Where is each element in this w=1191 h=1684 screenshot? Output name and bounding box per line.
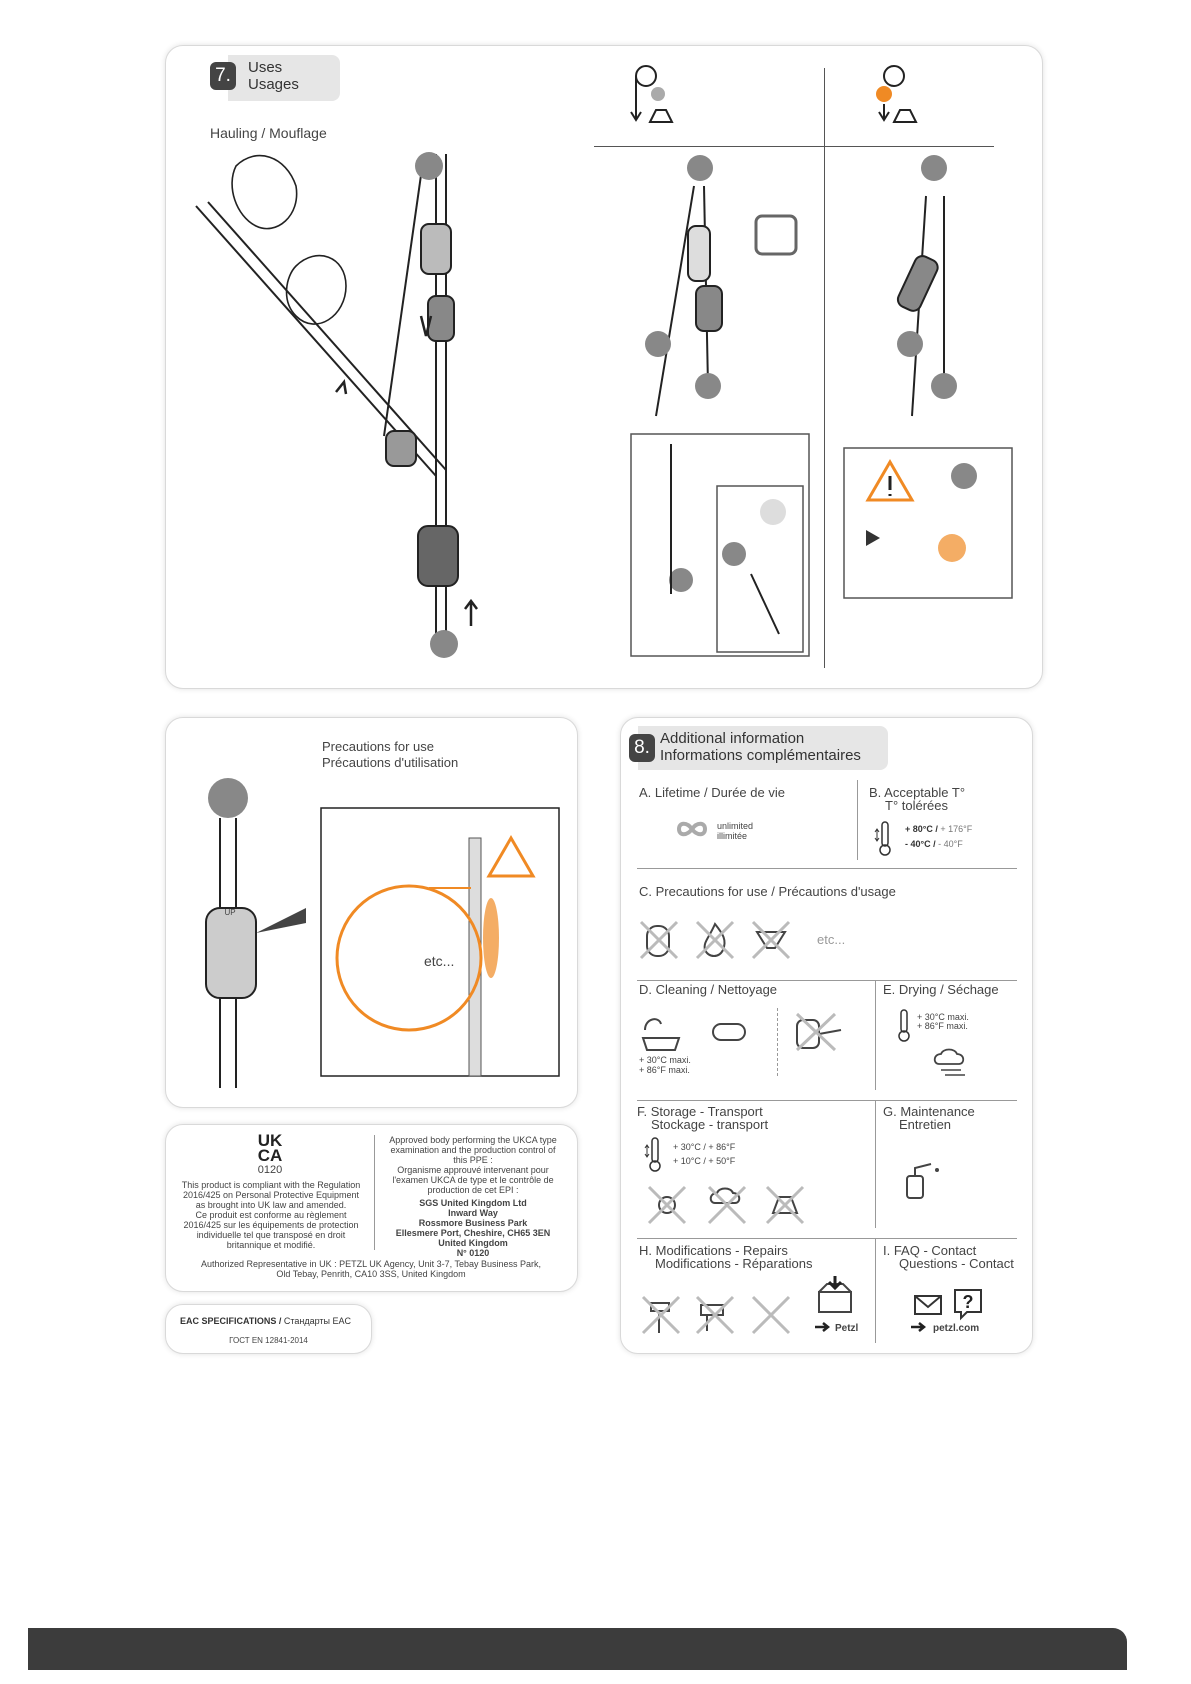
uses-title-fr: Usages [248, 76, 299, 93]
ukca-left-line: Ce produit est conforme au règlement [195, 1210, 347, 1220]
cleaning-temp-c: + 30°C maxi. [639, 1055, 691, 1065]
footer-bar [28, 1628, 1127, 1670]
maintenance-title: G. Maintenance [883, 1104, 975, 1119]
temp-high [905, 824, 972, 834]
ukca-logo [250, 1133, 290, 1163]
lifetime-illimitee: illimitée [717, 831, 748, 841]
modifications-title: H. Modifications - Repairs [639, 1243, 788, 1258]
up-label: UP [224, 908, 236, 917]
de-divider [875, 980, 876, 1090]
section-divider-ab [637, 868, 1017, 869]
no-crush-icon [763, 1183, 807, 1227]
ukca-body-line: N° 0120 [456, 1248, 490, 1258]
temp-low-c: - 40°C / [905, 839, 936, 849]
rope-grab-left-illustration [636, 156, 816, 416]
ukca-rep-line: Old Tebay, Penrith, CA10 3SS, United Kingdom [276, 1269, 466, 1279]
ukca-right-line: examination and the production control of [390, 1145, 556, 1155]
ukca-left-line: This product is compliant with the Regulation [181, 1180, 361, 1190]
no-chemical-icon [749, 918, 793, 962]
additional-info-title-fr: Informations complémentaires [660, 747, 861, 764]
temp-high-c: + 80°C / [905, 824, 938, 834]
ukca-left-line: individuelle tel que transposé en droit [196, 1230, 346, 1240]
ukca-panel [165, 1124, 578, 1292]
eac-title-ru: Стандарты EAC [281, 1316, 352, 1326]
storage-temp-low: + 10°C / + 50°F [673, 1156, 736, 1166]
ukca-right-line: Organisme approuvé intervenant pour [397, 1165, 549, 1175]
question-icon [953, 1288, 983, 1320]
maintenance-title-fr: Entretien [899, 1117, 952, 1132]
no-sharp-edge-icon [637, 918, 681, 962]
ukca-left-text [176, 1180, 366, 1250]
precautions-usage-title: C. Precautions for use / Précautions d'usage [639, 884, 896, 899]
additional-info-panel [620, 717, 1033, 1354]
lifetime-title: A. Lifetime / Durée de vie [639, 785, 785, 800]
cleaning-temp-f: + 86°F maxi. [639, 1065, 690, 1075]
petzl-label: Petzl [835, 1323, 859, 1334]
warning-usage-box [844, 448, 1014, 600]
oil-can-icon [899, 1158, 943, 1202]
additional-info-title-tag [638, 726, 888, 770]
infinity-icon [675, 820, 709, 838]
precautions-panel [165, 717, 578, 1108]
uses-title-tag [228, 55, 340, 101]
temp-low-f: - 40°F [938, 839, 963, 849]
rope-grab-right-illustration [886, 156, 1006, 416]
thermometer-icon [875, 820, 893, 856]
ukca-logo-ca: CA [257, 1146, 283, 1165]
no-pressure-washer-icon [791, 1010, 851, 1054]
ukca-body-line: SGS United Kingdom Ltd [419, 1198, 527, 1208]
ukca-body-line: Inward Way [448, 1208, 498, 1218]
drying-temp-c: + 30°C maxi. [917, 1012, 969, 1022]
pulley-diagram-orange [866, 64, 926, 124]
uses-vertical-divider [824, 68, 825, 668]
precautions-device-illustration [196, 758, 326, 1088]
eac-title [180, 1316, 351, 1326]
pulley-diagram-grey [628, 64, 688, 124]
ukca-body-line: United Kingdom [438, 1238, 508, 1248]
no-drill-icon [693, 1293, 737, 1337]
ukca-body-line: Rossmore Business Park [418, 1218, 528, 1228]
ukca-representative [176, 1259, 566, 1279]
ukca-left-line: britannique et modifié. [226, 1240, 316, 1250]
ukca-left-line: 2016/425 sur les équipements de protection [183, 1220, 359, 1230]
precautions-hazard-illustration [321, 808, 561, 1078]
no-rain-icon [705, 1183, 749, 1227]
ukca-right-line: l'examen UKCA de type et le contrôle de [392, 1175, 554, 1185]
ukca-right-line: Approved body performing the UKCA type [389, 1135, 557, 1145]
mail-icon [913, 1294, 943, 1316]
uses-panel [165, 45, 1043, 689]
hi-divider [875, 1238, 876, 1343]
drying-thermometer-icon [897, 1008, 911, 1042]
storage-title: F. Storage - Transport [637, 1104, 763, 1119]
fg-divider [875, 1100, 876, 1228]
petzl-website-link[interactable]: petzl.com [933, 1323, 980, 1334]
faq-title-fr: Questions - Contact [899, 1256, 1014, 1271]
eac-panel [165, 1304, 372, 1354]
ukca-code: 0120 [257, 1164, 283, 1176]
arrow-right-icon [815, 1322, 831, 1332]
acceptable-temp-title-fr: T° tolérées [885, 798, 949, 813]
air-dry-icon [931, 1046, 971, 1078]
lifetime-unlimited: unlimited [717, 821, 754, 831]
ukca-divider [374, 1135, 375, 1250]
hauling-label: Hauling / Mouflage [210, 125, 327, 141]
storage-temp-high: + 30°C / + 86°F [673, 1142, 736, 1152]
storage-title-fr: Stockage - transport [651, 1117, 769, 1132]
no-hammer-icon [639, 1293, 683, 1337]
modifications-title-fr: Modifications - Réparations [655, 1256, 813, 1271]
cleaning-dashed-divider [777, 1008, 779, 1076]
cleaning-title: D. Cleaning / Nettoyage [639, 982, 778, 997]
no-sun-icon [645, 1183, 689, 1227]
correct-usage-box [631, 434, 811, 658]
section-8-number: 8. [629, 734, 655, 762]
section-divider-de [637, 1100, 1017, 1101]
precautions-etc: etc... [424, 953, 455, 969]
ukca-body-line: Ellesmere Port, Cheshire, CH65 3EN [395, 1228, 551, 1238]
tap-water-icon [639, 1010, 683, 1054]
no-fire-icon [693, 918, 737, 962]
additional-info-title-en: Additional information [660, 730, 805, 747]
uses-title-en: Uses [248, 59, 283, 76]
ukca-right-line: production de cet EPI : [427, 1185, 519, 1195]
temp-low [905, 839, 963, 849]
precautions-title-fr: Précautions d'utilisation [322, 755, 459, 770]
precautions-usage-etc: etc... [817, 932, 846, 947]
ab-divider [857, 780, 858, 860]
drying-temp-f: + 86°F maxi. [917, 1021, 968, 1031]
temp-high-f: + 176°F [940, 824, 973, 834]
faq-arrow-right-icon [911, 1322, 927, 1332]
ukca-right-line: this PPE : [453, 1155, 493, 1165]
drying-title: E. Drying / Séchage [883, 982, 999, 997]
section-divider-c [637, 980, 1017, 981]
svg-text:?: ? [962, 1292, 974, 1312]
section-divider-fg [637, 1238, 1017, 1239]
uses-horizontal-divider [594, 146, 994, 147]
hauling-illustration [196, 106, 596, 666]
ukca-logo-uk: UK [257, 1131, 283, 1150]
no-tools-icon [749, 1293, 793, 1337]
return-box-icon [813, 1276, 857, 1316]
acceptable-temp-title: B. Acceptable T° [869, 785, 966, 800]
ukca-right-text [378, 1135, 568, 1258]
sponge-icon [711, 1020, 747, 1044]
faq-title: I. FAQ - Contact [883, 1243, 977, 1258]
eac-title-bold: EAC SPECIFICATIONS / [180, 1316, 282, 1326]
ukca-left-line: as brought into UK law and amended. [195, 1200, 347, 1210]
precautions-title-en: Precautions for use [322, 739, 435, 754]
eac-norm: ГОСТ EN 12841-2014 [229, 1336, 308, 1345]
ukca-left-line: 2016/425 on Personal Protective Equipment [182, 1190, 360, 1200]
storage-thermometer-icon [645, 1136, 663, 1172]
section-7-number: 7. [210, 62, 236, 90]
ukca-rep-line: Authorized Representative in UK : PETZL UK Agency, Unit 3-7, Tebay Business Park, [201, 1259, 541, 1269]
